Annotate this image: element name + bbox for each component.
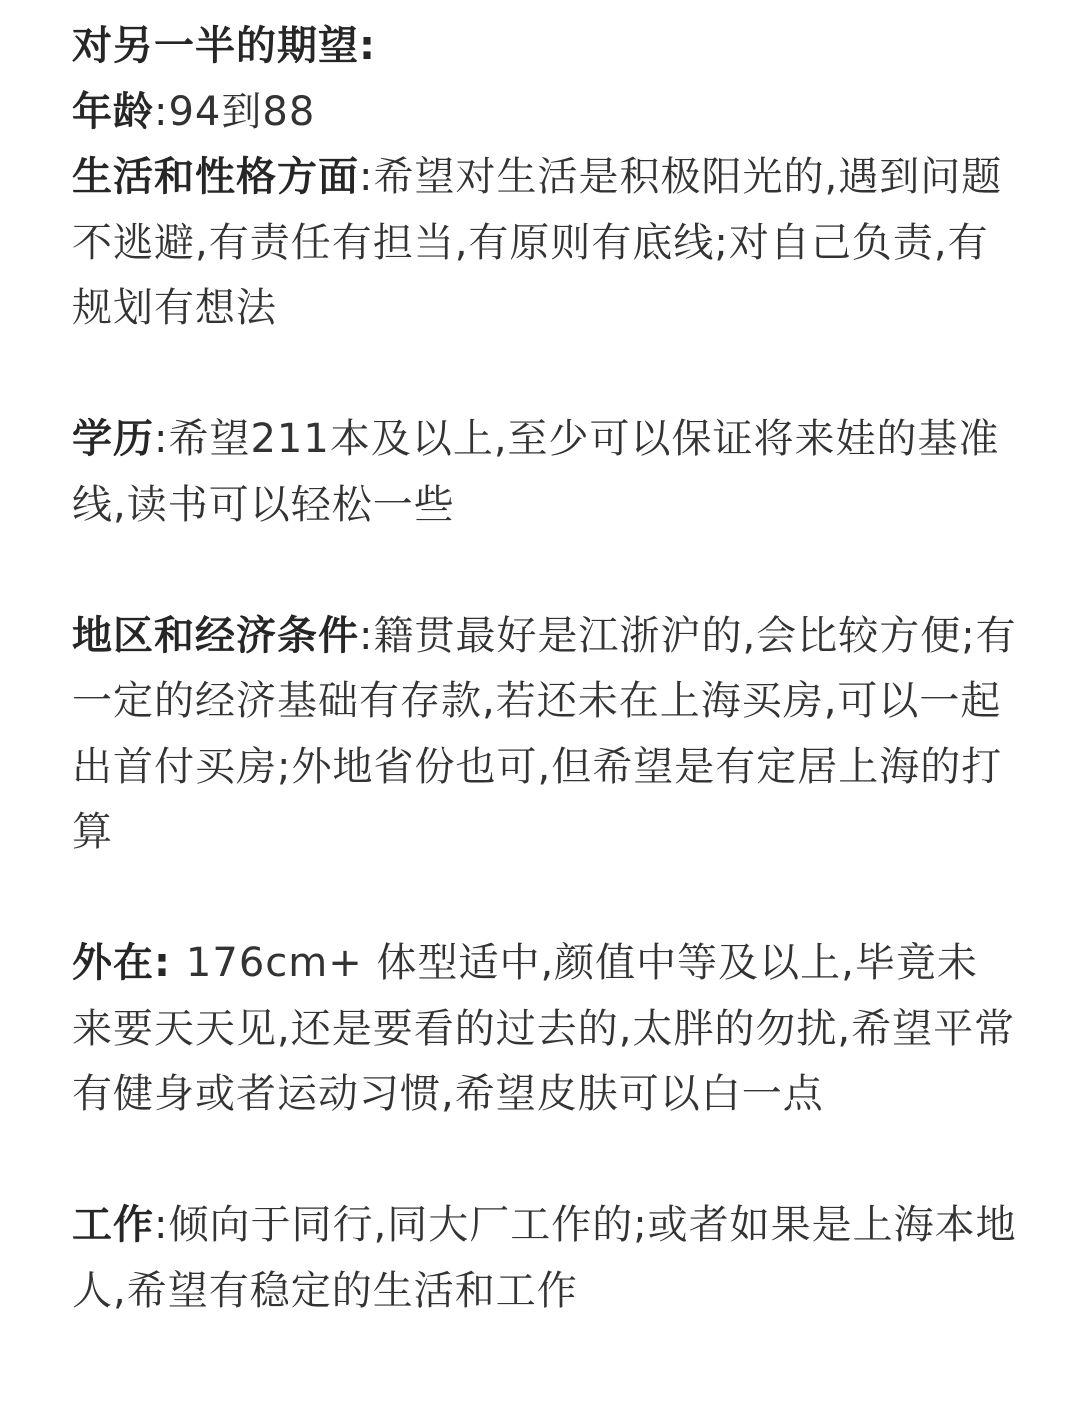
- work-value: 倾向于同行,同大厂工作的;或者如果是上海本地人,希望有稳定的生活和工作: [72, 1202, 1017, 1314]
- personality-paragraph: [72, 145, 1017, 342]
- document-body: [72, 14, 1017, 1324]
- work-label: 工作: [72, 1202, 154, 1248]
- appearance-paragraph: [72, 931, 1017, 1128]
- region-separator: :: [359, 612, 374, 659]
- age-separator: :: [154, 88, 169, 135]
- personality-value: 希望对生活是积极阳光的,遇到问题不逃避,有责任有担当,有原则有底线;对自己负责,有规划有想法: [72, 154, 1003, 331]
- age-label: 年龄: [72, 88, 154, 135]
- appearance-value: 176cm+ 体型适中,颜值中等及以上,毕竟未来要天天见,还是要看的过去的,太胖的勿扰,希望平常有健身或者运动习惯,希望皮肤可以白一点: [72, 940, 1016, 1117]
- region-value: 籍贯最好是江浙沪的,会比较方便;有一定的经济基础有存款,若还未在上海买房,可以一起出首付买房;外地省份也可,但希望是有定居上海的打算: [72, 612, 1017, 855]
- title-line: [72, 14, 1017, 80]
- appearance-label: 外在: [72, 940, 154, 986]
- education-value: 希望211本及以上,至少可以保证将来娃的基准线,读书可以轻松一些: [72, 416, 1000, 528]
- age-line: [72, 80, 1017, 146]
- appearance-separator: :: [154, 940, 186, 986]
- education-label: 学历: [72, 416, 154, 462]
- page-title: 对另一半的期望:: [72, 23, 376, 69]
- region-label: 地区和经济条件: [72, 612, 359, 659]
- region-paragraph: [72, 604, 1017, 866]
- work-separator: :: [154, 1202, 169, 1248]
- age-value: 94到88: [168, 88, 316, 135]
- education-paragraph: [72, 407, 1017, 538]
- personality-label: 生活和性格方面: [72, 154, 359, 200]
- personality-separator: :: [359, 154, 374, 200]
- work-paragraph: [72, 1193, 1017, 1324]
- education-separator: :: [154, 416, 169, 462]
